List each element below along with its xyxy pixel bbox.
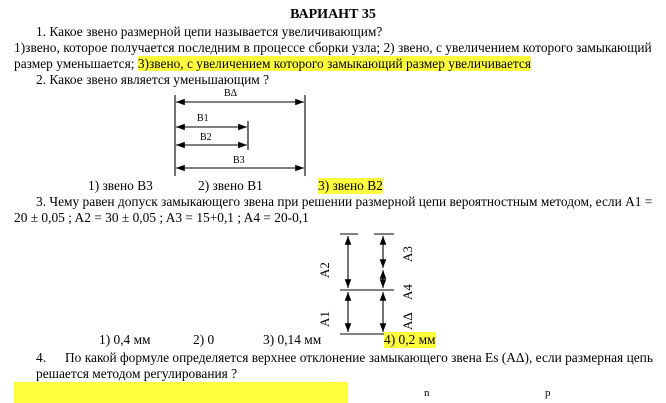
q3-answer-1: 1) 0,4 мм [99,332,151,347]
q4-correct-answer-highlight [14,382,348,403]
label-a4: A4 [400,284,415,300]
q1-option-line1: 1)звено, которое получается последним в процессе сборки узла; 2) звено, с увеличением которого замыкающий [14,40,652,55]
q3-dimension-chain-diagram [340,234,394,334]
q3-given-values: 20 ± 0,05 ; A2 = 30 ± 0,05 ; A3 = 15+0,1 ; A4 = 20-0,1 [14,210,309,225]
q1-option-2-end: размер уменьшается; [14,56,135,71]
q3-answer-2: 2) 0 [193,332,215,347]
svg-text:p: p [545,387,551,399]
q1-question: 1. Какое звено размерной цепи называется увеличивающим? [36,24,383,39]
q4-question-line2: решается методом регулирования ? [36,366,238,381]
label-b1: B1 [197,113,209,124]
label-b2: B2 [200,132,212,143]
label-a1: A1 [317,311,332,327]
q2-answer-1: 1) звено B3 [88,178,153,193]
q3-question: 3. Чему равен допуск замыкающего звена при решении размерной цепи вероятностным методом, если A1 = [36,194,653,209]
label-a2: A2 [317,262,332,278]
q4-question-line1: По какой формуле определяется верхнее отклонение замыкающего звена Es (AΔ), если размерная цепь [65,350,653,365]
q1-correct-answer: 3)звено, с увеличением которого замыкающий размер увеличивается [137,56,532,71]
label-b3: B3 [233,155,245,166]
q2-answer-2: 2) звено B1 [198,178,263,193]
q3-correct-answer: 4) 0,2 мм [384,332,436,347]
q2-question: 2. Какое звено является уменьшающим ? [36,72,270,87]
q4-number: 4. [36,350,47,365]
label-a-delta: AΔ [400,312,415,330]
page-title: ВАРИАНТ 35 [290,7,376,22]
label-a3: A3 [400,246,415,262]
label-b-delta: BΔ [224,88,238,99]
q3-answer-3: 3) 0,14 мм [263,332,322,347]
svg-text:n: n [424,387,430,399]
q2-correct-answer: 3) звено B2 [318,178,383,193]
